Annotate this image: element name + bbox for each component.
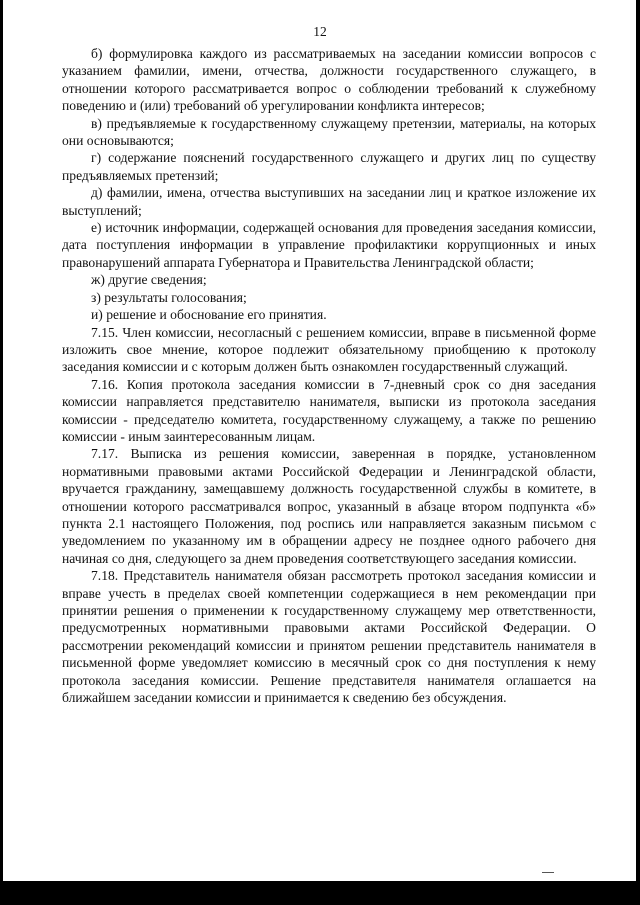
scan-border-left	[0, 0, 3, 905]
paragraph-b: б) формулировка каждого из рассматриваемых на заседании комиссии вопросов с указанием фамилии, имени, отчества, должности государственного служащего, в отношении которого рассматривается вопрос о соблюдении требований к служебному поведению и (или) требований об урегулировании конфликта интересов;	[62, 46, 596, 114]
section-7-18: 7.18. Представитель нанимателя обязан рассмотреть протокол заседания комиссии и вправе учесть в пределах своей компетенции содержащиеся в нем рекомендации при принятии решения о применении к государственному служащему мер ответственности, предусмотренных нормативными правовыми актами Российской Федерации. О рассмотрении рекомендаций комиссии и принятом решении представитель нанимателя в письменной форме уведомляет комиссию в месячный срок со дня поступления к нему протокола заседания комиссии. Решение представителя нанимателя оглашается на ближайшем заседании комиссии и принимается к сведению без обсуждения.	[62, 568, 596, 706]
section-7-16: 7.16. Копия протокола заседания комиссии в 7-дневный срок со дня заседания комиссии направляется представителю нанимателя, выписки из протокола заседания комиссии - председателю комитета, государственному служащему, а также по решению комиссии - иным заинтересованным лицам.	[62, 376, 596, 444]
scan-border-bottom	[0, 881, 640, 905]
scan-border-right	[636, 0, 640, 905]
section-7-15: 7.15. Член комиссии, несогласный с решением комиссии, вправе в письменной форме изложить свое мнение, которое подлежит обязательному приобщению к протоколу заседания комиссии и с которым должен быть ознакомлен государственный служащий.	[62, 324, 596, 375]
scan-mark	[542, 872, 554, 873]
page-number: 12	[313, 24, 327, 39]
paragraph-zh: ж) другие сведения;	[91, 272, 207, 288]
document-body	[62, 45, 596, 706]
paragraph-g: г) содержание пояснений государственного служащего и других лиц по существу предъявляемых претензий;	[62, 150, 596, 183]
paragraph-v: в) предъявляемые к государственному служащему претензии, материалы, на которых они основываются;	[62, 115, 596, 149]
section-7-17: 7.17. Выписка из решения комиссии, заверенная в порядке, установленном нормативными правовыми актами Российской Федерации и Ленинградской области, вручается гражданину, замещавшему должность государственной службы в комитете, в отношении которого рассматривался вопрос, указанный в абзаце втором подпункта «б» пункта 2.1 настоящего Положения, под роспись или направляется заказным письмом с уведомлением по указанному им в обращении адресу не позднее одного рабочего дня начиная со дня, следующего за днем проведения соответствующего заседания комиссии.	[62, 446, 596, 566]
paragraph-z: з) результаты голосования;	[91, 289, 247, 305]
paragraph-e: е) источник информации, содержащей основания для проведения заседания комиссии, дата поступления информации в управление профилактики коррупционных и иных правонарушений аппарата Губернатора и Правительства Ленинградской области;	[62, 220, 596, 270]
paragraph-d: д) фамилии, имена, отчества выступивших на заседании лиц и краткое изложение их выступлений;	[62, 185, 596, 218]
paragraph-i: и) решение и обоснование его принятия.	[91, 307, 327, 323]
